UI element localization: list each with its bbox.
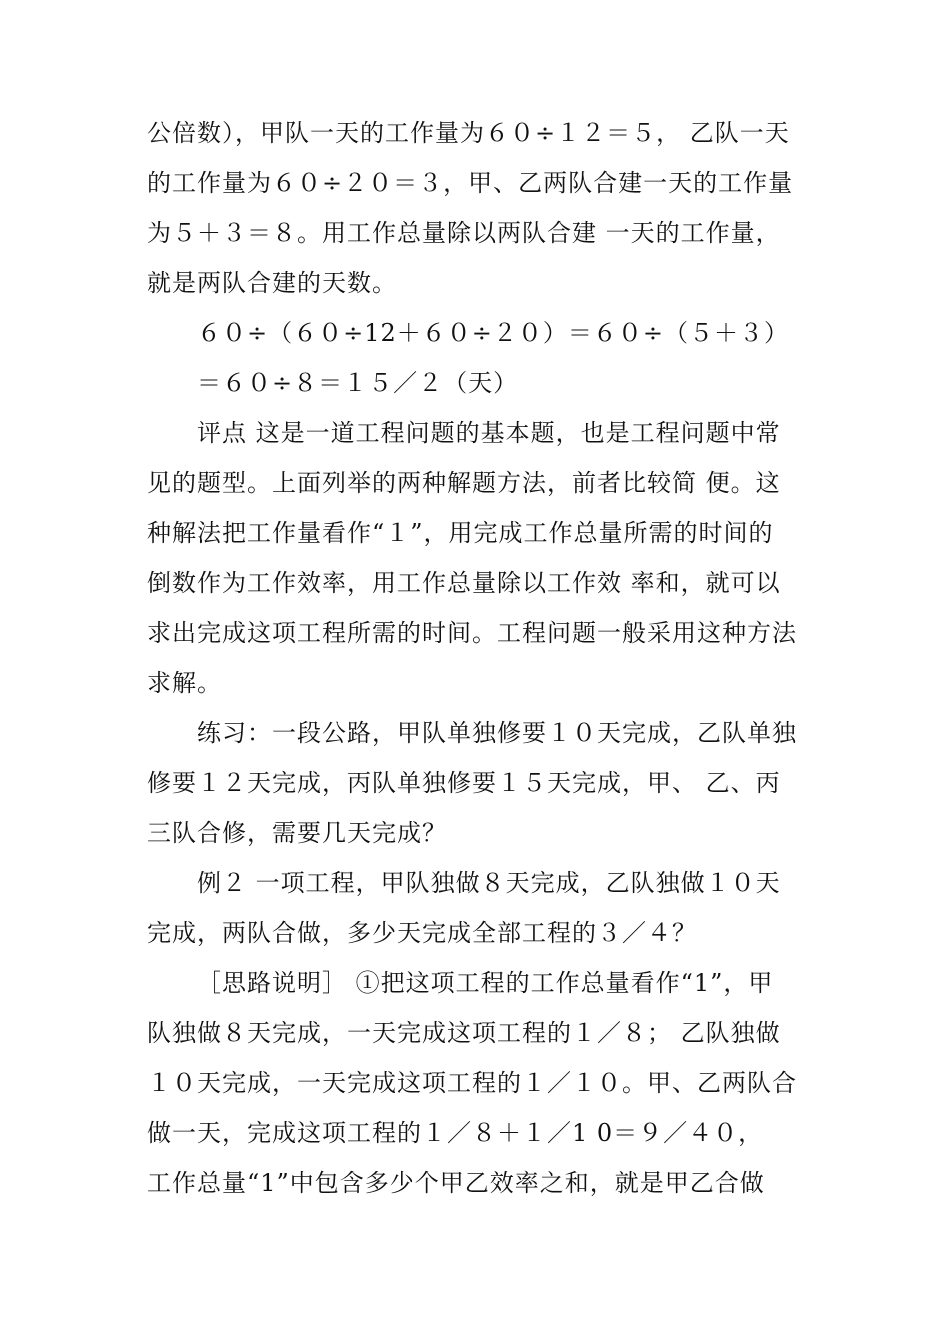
text-line: 评点 这是一道工程问题的基本题，也是工程问题中常: [197, 419, 781, 447]
text-line: １０天完成，一天完成这项工程的１／１０。甲、乙两队合: [147, 1069, 797, 1097]
text-line: 练习：一段公路，甲队单独修要１０天完成，乙队单独: [197, 719, 797, 747]
text-line: 的工作量为６０÷２０＝３，甲、乙两队合建一天的工作量: [147, 169, 794, 197]
text-line: 修要１２天完成，丙队单独修要１５天完成，甲、 乙、丙: [147, 769, 781, 797]
text-line: 三队合修，需要几天完成？: [147, 819, 447, 847]
text-line: 做一天，完成这项工程的１／８＋１／1 0＝９／４０，: [147, 1119, 764, 1147]
equation-line: ６０÷（６０÷12＋６０÷２０）＝６０÷（５＋３）: [197, 319, 789, 347]
text-line: 完成，两队合做，多少天完成全部工程的３／４？: [147, 919, 697, 947]
text-line: 倒数作为工作效率，用工作总量除以工作效 率和，就可以: [147, 569, 781, 597]
text-line: 工作总量“1”中包含多少个甲乙效率之和，就是甲乙合做: [147, 1169, 765, 1197]
text-line: 队独做８天完成，一天完成这项工程的１／８； 乙队独做: [147, 1019, 781, 1047]
text-line: 求出完成这项工程所需的时间。工程问题一般采用这种方法: [147, 619, 797, 647]
text-line: 种解法把工作量看作“１”，用完成工作总量所需的时间的: [147, 519, 774, 547]
text-line: 为５＋３＝８。用工作总量除以两队合建 一天的工作量，: [147, 219, 781, 247]
equation-line: ＝６０÷８＝１５／２（天）: [197, 369, 519, 397]
text-line: 公倍数），甲队一天的工作量为６０÷１２＝５， 乙队一天: [147, 119, 790, 147]
text-line: 见的题型。上面列举的两种解题方法，前者比较简 便。这: [147, 469, 781, 497]
text-line: 求解。: [147, 669, 222, 697]
text-line: 就是两队合建的天数。: [147, 269, 397, 297]
text-line: ［思路说明］ ①把这项工程的工作总量看作“1”，甲: [197, 969, 774, 997]
text-line: 例２ 一项工程，甲队独做８天完成，乙队独做１０天: [197, 869, 781, 897]
